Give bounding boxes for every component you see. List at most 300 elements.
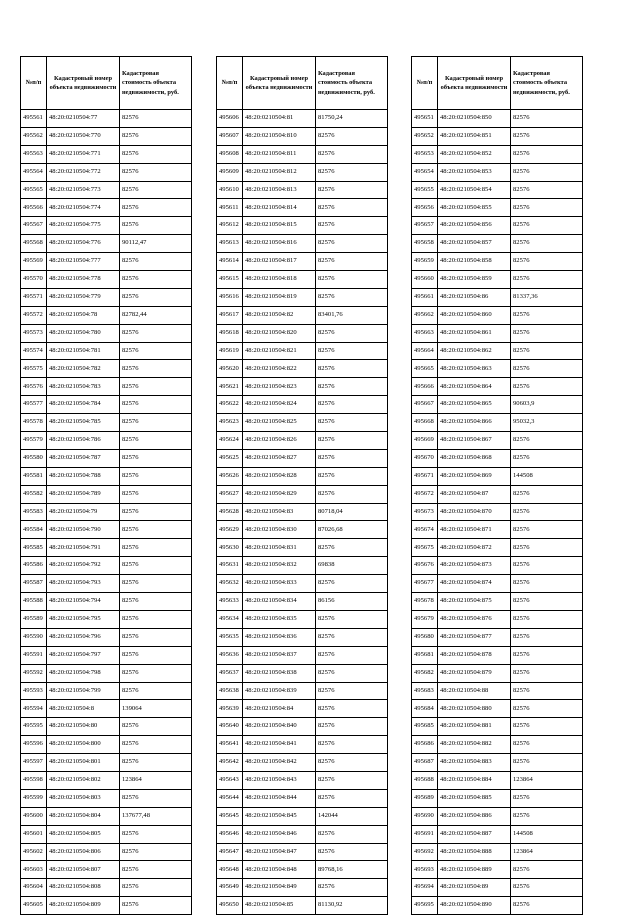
cadastral-cost: 82576 xyxy=(120,288,192,306)
table-row xyxy=(217,736,388,754)
cadastral-cost: 82576 xyxy=(316,539,388,557)
row-number: 495637 xyxy=(217,664,243,682)
cadastral-cost: 82576 xyxy=(120,163,192,181)
cadastral-number: 48:20:0210504:870 xyxy=(438,503,511,521)
row-number: 495589 xyxy=(21,610,47,628)
table-row xyxy=(217,449,388,467)
cadastral-number: 48:20:0210504:80 xyxy=(47,718,120,736)
table-row xyxy=(217,288,388,306)
cadastral-number: 48:20:0210504:804 xyxy=(47,807,120,825)
cadastral-cost: 82576 xyxy=(511,539,583,557)
table-row xyxy=(412,396,583,414)
row-number: 495685 xyxy=(412,718,438,736)
header-cadastral-number: Кадастровый номер объекта недвижимости xyxy=(243,57,316,110)
table-row xyxy=(21,181,192,199)
cadastral-number: 48:20:0210504:796 xyxy=(47,628,120,646)
cadastral-cost: 82576 xyxy=(511,736,583,754)
table-row xyxy=(21,396,192,414)
cadastral-cost: 82576 xyxy=(316,360,388,378)
cadastral-cost: 82576 xyxy=(511,610,583,628)
cadastral-number: 48:20:0210504:838 xyxy=(243,664,316,682)
cadastral-number: 48:20:0210504:871 xyxy=(438,521,511,539)
cadastral-cost: 82576 xyxy=(120,664,192,682)
row-number: 495634 xyxy=(217,610,243,628)
table-row xyxy=(217,521,388,539)
row-number: 495693 xyxy=(412,861,438,879)
table-row xyxy=(217,664,388,682)
cadastral-number: 48:20:0210504:770 xyxy=(47,127,120,145)
cadastral-number: 48:20:0210504:819 xyxy=(243,288,316,306)
cadastral-number: 48:20:0210504:821 xyxy=(243,342,316,360)
row-number: 495656 xyxy=(412,199,438,217)
cadastral-cost: 82576 xyxy=(120,181,192,199)
cadastral-cost: 82576 xyxy=(511,378,583,396)
cadastral-cost: 82576 xyxy=(120,521,192,539)
cadastral-number: 48:20:0210504:829 xyxy=(243,485,316,503)
cadastral-number: 48:20:0210504:801 xyxy=(47,754,120,772)
table-row xyxy=(21,825,192,843)
cadastral-cost: 82576 xyxy=(511,253,583,271)
cadastral-cost: 82576 xyxy=(120,342,192,360)
table-row xyxy=(217,879,388,897)
cadastral-number: 48:20:0210504:86 xyxy=(438,288,511,306)
row-number: 495631 xyxy=(217,557,243,575)
cadastral-cost: 82576 xyxy=(316,181,388,199)
row-number: 495562 xyxy=(21,127,47,145)
row-number: 495623 xyxy=(217,414,243,432)
header-cadastral-number: Кадастровый номер объекта недвижимости xyxy=(47,57,120,110)
table-row xyxy=(21,771,192,789)
table-row xyxy=(217,825,388,843)
row-number: 495635 xyxy=(217,628,243,646)
cadastral-cost: 82576 xyxy=(316,664,388,682)
cadastral-number: 48:20:0210504:841 xyxy=(243,736,316,754)
table-row xyxy=(217,199,388,217)
cadastral-number: 48:20:0210504:844 xyxy=(243,789,316,807)
cadastral-cost: 82576 xyxy=(316,217,388,235)
cadastral-number: 48:20:0210504:805 xyxy=(47,825,120,843)
row-number: 495638 xyxy=(217,682,243,700)
cadastral-cost: 82576 xyxy=(120,825,192,843)
cadastral-cost: 82576 xyxy=(120,396,192,414)
cadastral-cost: 123864 xyxy=(511,771,583,789)
table-row xyxy=(21,378,192,396)
cadastral-cost: 82576 xyxy=(511,235,583,253)
row-number: 495613 xyxy=(217,235,243,253)
row-number: 495667 xyxy=(412,396,438,414)
cadastral-cost: 82576 xyxy=(120,271,192,289)
cadastral-cost: 82576 xyxy=(316,414,388,432)
cadastral-number: 48:20:0210504:890 xyxy=(438,897,511,915)
cadastral-number: 48:20:0210504:860 xyxy=(438,306,511,324)
table-row xyxy=(412,610,583,628)
cadastral-number: 48:20:0210504:826 xyxy=(243,432,316,450)
table-row xyxy=(412,575,583,593)
cadastral-number: 48:20:0210504:818 xyxy=(243,271,316,289)
cadastral-number: 48:20:0210504:840 xyxy=(243,718,316,736)
table-row xyxy=(217,718,388,736)
row-number: 495627 xyxy=(217,485,243,503)
cadastral-number: 48:20:0210504:791 xyxy=(47,539,120,557)
row-number: 495661 xyxy=(412,288,438,306)
row-number: 495641 xyxy=(217,736,243,754)
table-row xyxy=(217,163,388,181)
table-body xyxy=(217,110,388,915)
row-number: 495640 xyxy=(217,718,243,736)
cadastral-cost: 82576 xyxy=(120,485,192,503)
row-number: 495579 xyxy=(21,432,47,450)
cadastral-number: 48:20:0210504:78 xyxy=(47,306,120,324)
table-row xyxy=(412,879,583,897)
table-row xyxy=(21,521,192,539)
cadastral-number: 48:20:0210504:782 xyxy=(47,360,120,378)
table-row xyxy=(217,503,388,521)
row-number: 495565 xyxy=(21,181,47,199)
row-number: 495610 xyxy=(217,181,243,199)
cadastral-number: 48:20:0210504:887 xyxy=(438,825,511,843)
row-number: 495574 xyxy=(21,342,47,360)
table-row xyxy=(412,199,583,217)
row-number: 495566 xyxy=(21,199,47,217)
table-row xyxy=(217,217,388,235)
table-row xyxy=(217,324,388,342)
table-row xyxy=(412,127,583,145)
cadastral-number: 48:20:0210504:810 xyxy=(243,127,316,145)
cadastral-number: 48:20:0210504:874 xyxy=(438,575,511,593)
table-row xyxy=(412,288,583,306)
row-number: 495644 xyxy=(217,789,243,807)
cadastral-cost: 82576 xyxy=(511,127,583,145)
cadastral-number: 48:20:0210504:776 xyxy=(47,235,120,253)
cadastral-cost: 82576 xyxy=(511,521,583,539)
table-row xyxy=(21,539,192,557)
table-row xyxy=(21,879,192,897)
cadastral-cost: 82576 xyxy=(316,449,388,467)
table-header-row xyxy=(21,57,192,110)
table-row xyxy=(412,789,583,807)
table-row xyxy=(21,897,192,915)
table-row xyxy=(412,736,583,754)
cadastral-cost: 82576 xyxy=(316,324,388,342)
table-row xyxy=(412,807,583,825)
row-number: 495593 xyxy=(21,682,47,700)
cadastral-cost: 142044 xyxy=(316,807,388,825)
row-number: 495671 xyxy=(412,467,438,485)
cadastral-cost: 82576 xyxy=(120,539,192,557)
cadastral-cost: 81130,92 xyxy=(316,897,388,915)
cadastral-number: 48:20:0210504:789 xyxy=(47,485,120,503)
cadastral-cost: 82576 xyxy=(120,628,192,646)
row-number: 495650 xyxy=(217,897,243,915)
table-row xyxy=(217,378,388,396)
table-row xyxy=(412,825,583,843)
row-number: 495687 xyxy=(412,754,438,772)
table-row xyxy=(21,664,192,682)
cadastral-cost: 82576 xyxy=(511,789,583,807)
cadastral-number: 48:20:0210504:845 xyxy=(243,807,316,825)
table-row xyxy=(412,861,583,879)
cadastral-number: 48:20:0210504:853 xyxy=(438,163,511,181)
table-row xyxy=(217,682,388,700)
row-number: 495570 xyxy=(21,271,47,289)
row-number: 495694 xyxy=(412,879,438,897)
cadastral-number: 48:20:0210504:817 xyxy=(243,253,316,271)
cadastral-number: 48:20:0210504:809 xyxy=(47,897,120,915)
cadastral-number: 48:20:0210504:832 xyxy=(243,557,316,575)
cadastral-number: 48:20:0210504:888 xyxy=(438,843,511,861)
cadastral-number: 48:20:0210504:820 xyxy=(243,324,316,342)
table-row xyxy=(217,557,388,575)
cadastral-number: 48:20:0210504:771 xyxy=(47,145,120,163)
table-row xyxy=(21,271,192,289)
row-number: 495564 xyxy=(21,163,47,181)
row-number: 495586 xyxy=(21,557,47,575)
cadastral-number: 48:20:0210504:793 xyxy=(47,575,120,593)
cadastral-cost: 123864 xyxy=(120,771,192,789)
cadastral-cost: 82576 xyxy=(511,682,583,700)
row-number: 495568 xyxy=(21,235,47,253)
cadastral-cost: 82576 xyxy=(120,127,192,145)
row-number: 495668 xyxy=(412,414,438,432)
cadastral-cost: 90112,47 xyxy=(120,235,192,253)
cadastral-cost: 82576 xyxy=(316,700,388,718)
table-row xyxy=(21,557,192,575)
table-row xyxy=(412,700,583,718)
cadastral-number: 48:20:0210504:773 xyxy=(47,181,120,199)
cadastral-cost: 82576 xyxy=(316,628,388,646)
table-row xyxy=(21,593,192,611)
cadastral-number: 48:20:0210504:813 xyxy=(243,181,316,199)
row-number: 495652 xyxy=(412,127,438,145)
cadastral-number: 48:20:0210504:866 xyxy=(438,414,511,432)
row-number: 495607 xyxy=(217,127,243,145)
row-number: 495616 xyxy=(217,288,243,306)
cadastral-number: 48:20:0210504:833 xyxy=(243,575,316,593)
row-number: 495615 xyxy=(217,271,243,289)
cadastral-cost: 82576 xyxy=(511,163,583,181)
cadastral-cost: 82576 xyxy=(120,253,192,271)
cadastral-number: 48:20:0210504:795 xyxy=(47,610,120,628)
row-number: 495609 xyxy=(217,163,243,181)
row-number: 495688 xyxy=(412,771,438,789)
cadastral-cost: 82576 xyxy=(511,110,583,128)
row-number: 495663 xyxy=(412,324,438,342)
cadastral-number: 48:20:0210504:837 xyxy=(243,646,316,664)
cadastral-number: 48:20:0210504:857 xyxy=(438,235,511,253)
row-number: 495669 xyxy=(412,432,438,450)
cadastral-number: 48:20:0210504:876 xyxy=(438,610,511,628)
table-row xyxy=(217,467,388,485)
header-cadastral-number: Кадастровый номер объекта недвижимости xyxy=(438,57,511,110)
row-number: 495630 xyxy=(217,539,243,557)
cadastral-cost: 69838 xyxy=(316,557,388,575)
row-number: 495605 xyxy=(21,897,47,915)
row-number: 495690 xyxy=(412,807,438,825)
cadastral-number: 48:20:0210504:824 xyxy=(243,396,316,414)
row-number: 495576 xyxy=(21,378,47,396)
table-row xyxy=(217,897,388,915)
table-row xyxy=(217,628,388,646)
row-number: 495628 xyxy=(217,503,243,521)
row-number: 495673 xyxy=(412,503,438,521)
table-row xyxy=(217,181,388,199)
cadastral-number: 48:20:0210504:830 xyxy=(243,521,316,539)
cadastral-number: 48:20:0210504:854 xyxy=(438,181,511,199)
row-number: 495670 xyxy=(412,449,438,467)
cadastral-cost: 144508 xyxy=(511,467,583,485)
table-row xyxy=(412,217,583,235)
cadastral-number: 48:20:0210504:777 xyxy=(47,253,120,271)
table-row xyxy=(412,503,583,521)
row-number: 495569 xyxy=(21,253,47,271)
table-row xyxy=(21,342,192,360)
table-row xyxy=(412,181,583,199)
cadastral-number: 48:20:0210504:848 xyxy=(243,861,316,879)
table-row xyxy=(217,485,388,503)
row-number: 495612 xyxy=(217,217,243,235)
row-number: 495658 xyxy=(412,235,438,253)
cadastral-cost: 95032,3 xyxy=(511,414,583,432)
cadastral-number: 48:20:0210504:808 xyxy=(47,879,120,897)
cadastral-number: 48:20:0210504:77 xyxy=(47,110,120,128)
table-row xyxy=(217,610,388,628)
cadastral-number: 48:20:0210504:84 xyxy=(243,700,316,718)
cadastral-number: 48:20:0210504:779 xyxy=(47,288,120,306)
row-number: 495621 xyxy=(217,378,243,396)
cadastral-cost: 82576 xyxy=(120,843,192,861)
cadastral-number: 48:20:0210504:886 xyxy=(438,807,511,825)
cadastral-cost: 82576 xyxy=(316,127,388,145)
cadastral-cost: 82576 xyxy=(120,575,192,593)
row-number: 495599 xyxy=(21,789,47,807)
row-number: 495561 xyxy=(21,110,47,128)
table-row xyxy=(217,145,388,163)
cadastral-cost: 123864 xyxy=(511,843,583,861)
cadastral-cost: 86156 xyxy=(316,593,388,611)
cadastral-number: 48:20:0210504:816 xyxy=(243,235,316,253)
row-number: 495563 xyxy=(21,145,47,163)
table-row xyxy=(217,127,388,145)
table-row xyxy=(21,628,192,646)
cadastral-number: 48:20:0210504:889 xyxy=(438,861,511,879)
cadastral-cost: 82576 xyxy=(120,897,192,915)
cadastral-cost: 80718,04 xyxy=(316,503,388,521)
cadastral-number: 48:20:0210504:851 xyxy=(438,127,511,145)
cadastral-cost: 82576 xyxy=(316,754,388,772)
table-row xyxy=(412,360,583,378)
row-number: 495674 xyxy=(412,521,438,539)
table-row xyxy=(217,342,388,360)
row-number: 495575 xyxy=(21,360,47,378)
table-row xyxy=(412,646,583,664)
cadastral-number: 48:20:0210504:803 xyxy=(47,789,120,807)
row-number: 495592 xyxy=(21,664,47,682)
cadastral-number: 48:20:0210504:787 xyxy=(47,449,120,467)
cadastral-cost: 81750,24 xyxy=(316,110,388,128)
table-row xyxy=(21,163,192,181)
cadastral-cost: 82576 xyxy=(316,718,388,736)
cadastral-cost: 82576 xyxy=(511,217,583,235)
header-cadastral-cost: Кадастровая стоимость объекта недвижимости, руб. xyxy=(316,57,388,110)
cadastral-number: 48:20:0210504:784 xyxy=(47,396,120,414)
table-row xyxy=(412,324,583,342)
cadastral-number: 48:20:0210504:823 xyxy=(243,378,316,396)
cadastral-cost: 82576 xyxy=(511,861,583,879)
table-row xyxy=(21,432,192,450)
cadastral-cost: 82576 xyxy=(316,575,388,593)
table-row xyxy=(21,485,192,503)
row-number: 495642 xyxy=(217,754,243,772)
row-number: 495655 xyxy=(412,181,438,199)
cadastral-cost: 82576 xyxy=(511,879,583,897)
header-cadastral-cost: Кадастровая стоимость объекта недвижимости, руб. xyxy=(120,57,192,110)
cadastral-number: 48:20:0210504:788 xyxy=(47,467,120,485)
table-row xyxy=(21,145,192,163)
table-row xyxy=(412,485,583,503)
cadastral-number: 48:20:0210504:836 xyxy=(243,628,316,646)
cadastral-cost: 82576 xyxy=(511,449,583,467)
cadastral-number: 48:20:0210504:847 xyxy=(243,843,316,861)
table-body xyxy=(21,110,192,915)
cadastral-cost: 82576 xyxy=(511,199,583,217)
row-number: 495649 xyxy=(217,879,243,897)
table-row xyxy=(21,217,192,235)
table-row xyxy=(412,271,583,289)
table-row xyxy=(412,306,583,324)
table-row xyxy=(217,754,388,772)
cadastral-number: 48:20:0210504:778 xyxy=(47,271,120,289)
cadastral-cost: 82576 xyxy=(316,646,388,664)
row-number: 495619 xyxy=(217,342,243,360)
cadastral-cost: 81337,36 xyxy=(511,288,583,306)
row-number: 495678 xyxy=(412,593,438,611)
cadastral-cost: 82576 xyxy=(511,664,583,682)
row-number: 495585 xyxy=(21,539,47,557)
cadastral-number: 48:20:0210504:868 xyxy=(438,449,511,467)
row-number: 495632 xyxy=(217,575,243,593)
cadastral-number: 48:20:0210504:85 xyxy=(243,897,316,915)
table-row xyxy=(21,110,192,128)
row-number: 495571 xyxy=(21,288,47,306)
cadastral-cost: 82576 xyxy=(120,467,192,485)
cadastral-cost: 82576 xyxy=(316,271,388,289)
row-number: 495602 xyxy=(21,843,47,861)
row-number: 495580 xyxy=(21,449,47,467)
cadastral-number: 48:20:0210504:8 xyxy=(47,700,120,718)
cadastral-number: 48:20:0210504:859 xyxy=(438,271,511,289)
row-number: 495659 xyxy=(412,253,438,271)
cadastral-cost: 82576 xyxy=(120,879,192,897)
table-row xyxy=(21,646,192,664)
row-number: 495598 xyxy=(21,771,47,789)
table-row xyxy=(217,700,388,718)
cadastral-number: 48:20:0210504:806 xyxy=(47,843,120,861)
cadastral-cost: 82576 xyxy=(120,503,192,521)
row-number: 495695 xyxy=(412,897,438,915)
table-row xyxy=(412,414,583,432)
table-row xyxy=(21,467,192,485)
cadastral-cost: 82576 xyxy=(120,682,192,700)
cadastral-cost: 87026,68 xyxy=(316,521,388,539)
cadastral-number: 48:20:0210504:852 xyxy=(438,145,511,163)
cadastral-number: 48:20:0210504:864 xyxy=(438,378,511,396)
row-number: 495651 xyxy=(412,110,438,128)
row-number: 495604 xyxy=(21,879,47,897)
cadastral-cost: 82576 xyxy=(316,253,388,271)
cadastral-cost: 82576 xyxy=(316,736,388,754)
table-row xyxy=(412,897,583,915)
cadastral-number: 48:20:0210504:835 xyxy=(243,610,316,628)
